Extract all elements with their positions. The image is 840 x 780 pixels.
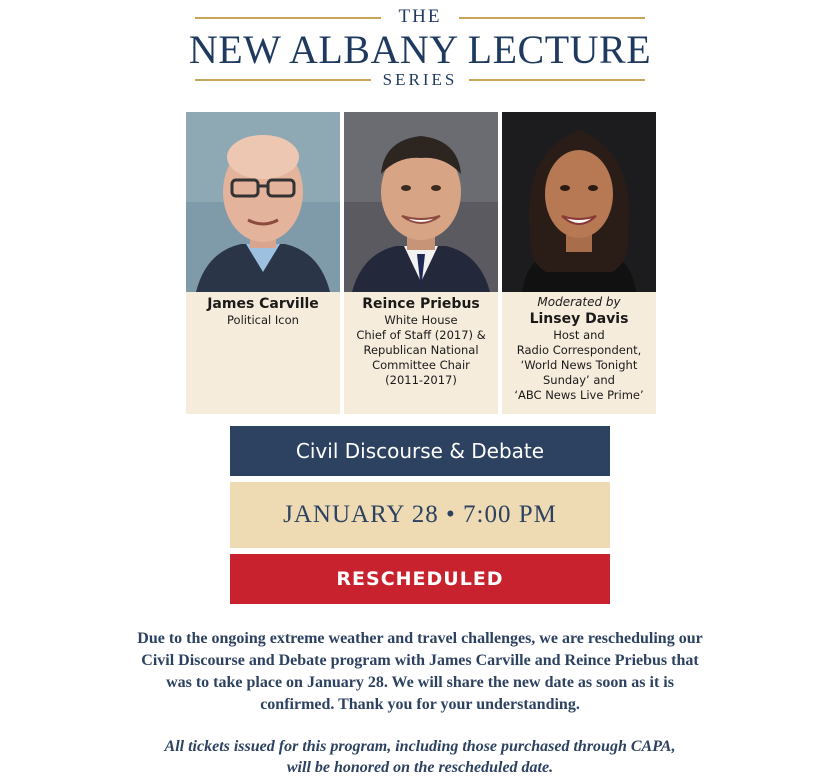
speaker-title-line: Radio Correspondent,	[516, 343, 642, 357]
moderator-label: Moderated by	[537, 295, 621, 309]
speaker-title-line: (2011-2017)	[385, 373, 457, 387]
tickets-line: will be honored on the rescheduled date.	[286, 759, 554, 776]
notice-line: confirmed. Thank you for your understanding.	[260, 696, 580, 713]
speaker-photo-davis	[502, 112, 656, 292]
reschedule-notice	[110, 628, 730, 716]
series-header	[0, 0, 840, 100]
speaker-card-priebus	[344, 112, 498, 414]
notice-line: was to take place on January 28. We will share the new date as soon as it is	[166, 674, 674, 691]
header-title: NEW ALBANY LECTURE	[188, 27, 652, 72]
speaker-name: Linsey Davis	[529, 311, 629, 327]
tickets-notice	[110, 736, 730, 778]
speaker-title-line: Sunday’ and	[543, 373, 615, 387]
speaker-caption-priebus	[344, 295, 498, 388]
speaker-card-davis	[502, 112, 656, 414]
speaker-title-line: ‘World News Tonight	[520, 358, 638, 372]
speaker-title-line: Republican National	[363, 343, 479, 357]
header-series: SERIES	[382, 70, 458, 89]
notice-line: Civil Discourse and Debate program with James Carville and Reince Priebus that	[141, 652, 699, 669]
speaker-title-line: Committee Chair	[372, 358, 470, 372]
speaker-title-line: ‘ABC News Live Prime’	[514, 388, 644, 402]
speaker-photo-priebus	[344, 112, 498, 292]
speaker-title-line: Political Icon	[227, 313, 299, 327]
speaker-caption-carville	[186, 295, 340, 328]
speaker-card-carville	[186, 112, 340, 414]
event-status-banner: RESCHEDULED	[230, 554, 610, 604]
tickets-line: All tickets issued for this program, including those purchased through CAPA,	[164, 738, 676, 755]
event-date-banner: JANUARY 28 • 7:00 PM	[230, 482, 610, 548]
speaker-caption-davis	[502, 295, 656, 403]
speaker-title-line: White House	[384, 313, 458, 327]
header-the: THE	[398, 6, 442, 27]
notice-line: Due to the ongoing extreme weather and travel challenges, we are rescheduling our	[137, 630, 703, 647]
speaker-title-line: Chief of Staff (2017) &	[356, 328, 486, 342]
speaker-name: James Carville	[207, 296, 319, 312]
event-topic-banner: Civil Discourse & Debate	[230, 426, 610, 476]
speaker-title-line: Host and	[553, 328, 605, 342]
speaker-name: Reince Priebus	[362, 296, 480, 312]
speaker-photo-carville	[186, 112, 340, 292]
